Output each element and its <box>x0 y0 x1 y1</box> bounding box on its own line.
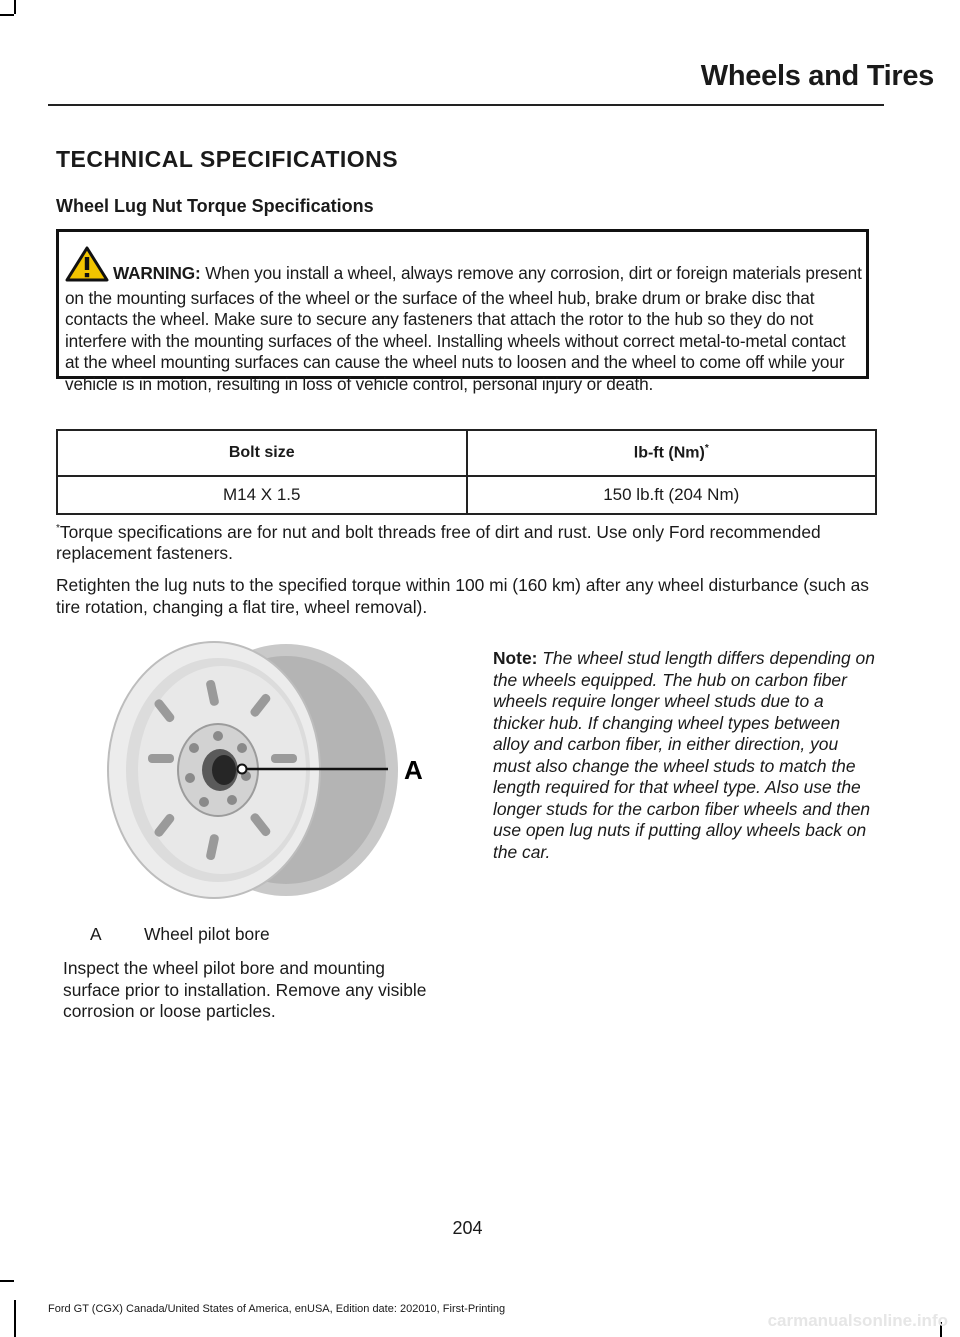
subheading: Wheel Lug Nut Torque Specifications <box>56 196 374 216</box>
crop-mark <box>14 0 16 14</box>
warning-box <box>56 229 869 394</box>
header-torque: lb-ft (Nm) <box>633 444 705 462</box>
header-divider <box>48 104 884 106</box>
inspect-paragraph: Inspect the wheel pilot bore and mounting surface prior to installation. Remove any visible corrosion or loose particles. <box>63 958 427 1021</box>
wheel-illustration <box>96 636 436 904</box>
table-cell: 150 lb.ft (204 Nm) <box>467 476 877 514</box>
callout-description: Wheel pilot bore <box>144 924 270 944</box>
header-bolt-size: Bolt size <box>228 444 295 461</box>
note-paragraph <box>493 648 878 863</box>
table-cell: M14 X 1.5 <box>57 476 467 514</box>
note-label: Note: <box>493 648 538 668</box>
warning-text: When you install a wheel, always remove any corrosion, dirt or foreign materials present on the mounting surfaces of the wheel or the surface of the wheel hub, brake drum or brake disc that contacts the wheel. Make sure to secure any fasteners that attach the rotor to the hub so they do not interfere with the mounting surfaces of the wheel. Installing wheels without correct metal-to-metal contact at the wheel mounting surfaces can cause the wheel nuts to loosen and the wheel to come off while your vehicle is in motion, resulting in loss of vehicle control, personal injury or death. <box>65 263 862 394</box>
chapter-title: Wheels and Tires <box>700 60 934 92</box>
table-header-cell <box>57 430 467 476</box>
crop-mark <box>14 1300 16 1337</box>
callout-label-a: A <box>404 755 423 785</box>
footnote-text: Torque specifications are for nut and bolt threads free of dirt and rust. Use only Ford recommended replacement fasteners. <box>56 521 821 564</box>
footnote-marker: * <box>704 443 709 455</box>
retighten-paragraph: Retighten the lug nuts to the specified torque within 100 mi (160 km) after any wheel disturbance (such as tire rotation, changing a flat tire, wheel removal). <box>56 575 869 617</box>
warning-triangle-icon <box>65 246 109 288</box>
crop-mark <box>0 1280 14 1282</box>
warning-label: WARNING: <box>113 263 201 283</box>
watermark: carmanualsonline.info <box>767 1311 948 1330</box>
edition-footer: Ford GT (CGX) Canada/United States of America, enUSA, Edition date: 202010, First-Printing <box>48 1303 506 1315</box>
table-row <box>57 476 876 514</box>
note-text: The wheel stud length differs depending on the wheels equipped. The hub on carbon fiber wheels require longer wheel studs due to a thicker hub. If changing wheel types between alloy and carbon fiber, in either direction, you must also change the wheel studs to match the length required for that wheel type. Also use the longer studs for the carbon fiber wheels and then use open lug nuts if putting alloy wheels back on the car. <box>493 648 875 862</box>
crop-mark <box>0 14 14 16</box>
table-header-row <box>57 430 876 476</box>
footnote-marker: * <box>56 523 60 534</box>
footnote <box>56 518 876 565</box>
callout-key: A <box>90 924 102 944</box>
section-title: TECHNICAL SPECIFICATIONS <box>56 146 399 172</box>
torque-spec-table <box>56 429 877 515</box>
table-header-cell <box>467 430 877 476</box>
page-number: 204 <box>452 1218 483 1238</box>
